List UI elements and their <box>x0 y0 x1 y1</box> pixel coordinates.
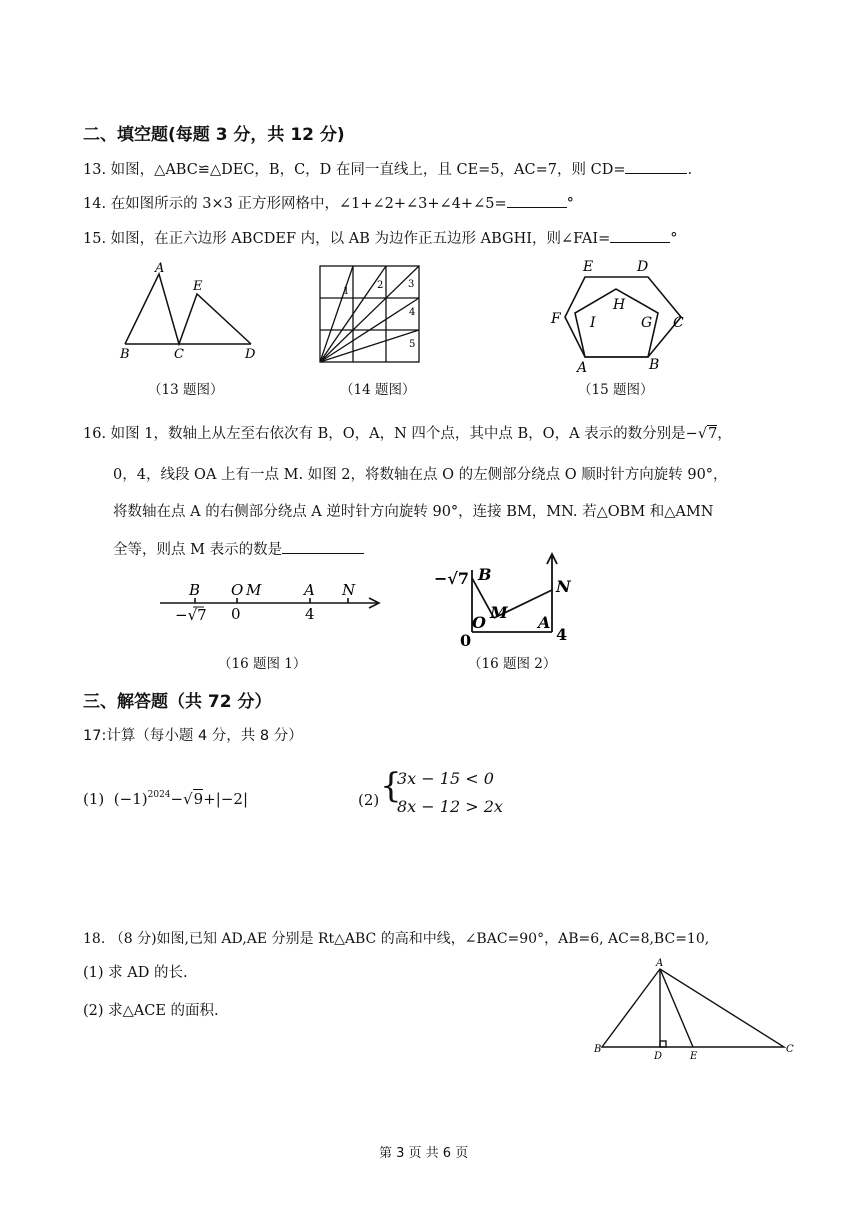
section3-title: 三、解答题（共 72 分） <box>83 692 272 712</box>
label-a: A <box>656 958 664 969</box>
answer-blank <box>507 193 567 208</box>
label-a: A <box>155 261 165 276</box>
figure-15 <box>545 255 695 375</box>
label-c: C <box>174 347 184 362</box>
label-a: A <box>538 613 551 632</box>
part-label: (1) <box>83 790 105 808</box>
label-b: B <box>120 347 130 362</box>
label-b: B <box>478 565 492 584</box>
question-13-text: 13. 如图，△ABC≌△DEC，B，C，D 在同一直线上，且 CE=5，AC=7，则 CD= <box>83 162 626 178</box>
base: (−1) <box>113 790 148 808</box>
label-i: I <box>590 315 596 331</box>
label-b: B <box>649 357 660 373</box>
angle-label-5: 5 <box>409 339 416 350</box>
answer-blank <box>282 539 364 554</box>
page-footer: 第 3 页 共 6 页 <box>379 1146 469 1161</box>
tick-label-neg-sqrt7: −√7 <box>175 606 207 624</box>
exponent: 2024 <box>147 790 171 800</box>
question-14-text: 14. 在如图所示的 3×3 正方形网格中，∠1+∠2+∠3+∠4+∠5= <box>83 196 507 212</box>
question-17-part-2-label: (2) <box>358 791 380 809</box>
question-16-line-1: 16. 如图 1，数轴上从左至右依次有 B，O，A，N 四个点，其中点 B，O，A 表示的数分别是−√7， <box>83 426 732 442</box>
label-b: B <box>189 581 201 599</box>
question-14-end: ° <box>566 196 574 212</box>
minus: − <box>170 790 184 808</box>
radicand: 7 <box>708 426 718 442</box>
brace: { <box>380 766 402 806</box>
label-n: N <box>342 581 356 599</box>
punct: ， <box>717 426 732 442</box>
label-e: E <box>193 279 203 294</box>
figure-14-caption: （14 题图） <box>340 382 416 398</box>
question-18-part-1: (1) 求 AD 的长. <box>83 965 188 981</box>
question-16-line-3: 将数轴在点 A 的右侧部分绕点 A 逆时针方向旋转 90°，连接 BM，MN. 若△OBM 和△AMN <box>113 504 714 520</box>
question-15 <box>83 228 678 249</box>
inequality-2: 8x − 12 > 2x <box>397 797 503 816</box>
label-m: M <box>490 603 508 622</box>
label-a: A <box>577 360 588 375</box>
figure-16-2-caption: （16 题图 2） <box>468 656 557 672</box>
tick-label-0: 0 <box>231 605 241 623</box>
question-17-title: 17:计算（每小题 4 分，共 8 分） <box>83 728 303 744</box>
figure-16-1 <box>155 575 390 630</box>
label-f: F <box>551 311 561 327</box>
label-d: D <box>245 347 256 362</box>
label-g: G <box>641 315 653 331</box>
question-14 <box>83 193 574 214</box>
figure-18 <box>590 955 800 1065</box>
label-c: C <box>673 315 684 331</box>
question-15-text: 15. 如图，在正六边形 ABCDEF 内，以 AB 为边作正五边形 ABGHI，则∠FAI= <box>83 231 611 247</box>
angle-label-2: 2 <box>377 280 384 291</box>
label-b: B <box>594 1044 602 1055</box>
question-16-line-4 <box>113 539 364 560</box>
answer-blank <box>610 228 670 243</box>
radicand: 9 <box>193 790 204 808</box>
angle-label-3: 3 <box>408 279 415 290</box>
minus-sign: − <box>685 426 698 442</box>
tail: +|−2| <box>203 790 249 808</box>
question-16-line-2: 0，4，线段 OA 上有一点 M. 如图 2，将数轴在点 O 的左侧部分绕点 O 顺时针方向旋转 90°， <box>113 467 728 483</box>
figure-16-1-caption: （16 题图 1） <box>218 656 307 672</box>
label-e: E <box>583 259 594 275</box>
figure-16-2 <box>432 548 582 648</box>
question-17-part-1: (1) $(-1)^{2024}-√9+|-2|$ <box>83 790 249 808</box>
question-15-end: ° <box>670 231 678 247</box>
label-m: M <box>246 581 262 599</box>
label-d: D <box>637 259 649 275</box>
question-13 <box>83 159 692 180</box>
figure-15-caption: （15 题图） <box>578 382 654 398</box>
label-h: H <box>613 297 626 313</box>
section2-title: 二、填空题(每题 3 分，共 12 分) <box>83 125 345 145</box>
label-a: A <box>304 581 315 599</box>
label-o: O <box>472 613 486 632</box>
question-18-part-2: (2) 求△ACE 的面积. <box>83 1003 219 1019</box>
inequality-1: 3x − 15 < 0 <box>397 769 494 788</box>
label-e: E <box>690 1051 698 1062</box>
label-n: N <box>556 577 571 596</box>
tick-label-neg-sqrt7: −√7 <box>434 569 470 588</box>
tick-label-4: 4 <box>305 605 315 623</box>
tick-label-4: 4 <box>556 625 568 644</box>
question-16-text: 16. 如图 1，数轴上从左至右依次有 B，O，A，N 四个点，其中点 B，O，A 表示的数分别是 <box>83 426 686 442</box>
angle-label-1: 1 <box>343 286 350 297</box>
figure-13-caption: （13 题图） <box>148 382 224 398</box>
answer-blank <box>625 159 687 174</box>
question-18-line-1: 18. （8 分)如图,已知 AD,AE 分别是 Rt△ABC 的高和中线，∠BAC=90°，AB=6, AC=8,BC=10, <box>83 931 710 947</box>
figure-13 <box>115 258 265 368</box>
label-c: C <box>786 1044 794 1055</box>
question-16-text: 全等，则点 M 表示的数是 <box>113 542 283 558</box>
angle-label-4: 4 <box>409 307 416 318</box>
label-o: O <box>231 581 244 599</box>
tick-label-0: 0 <box>460 631 472 648</box>
figure-14 <box>316 262 426 368</box>
label-d: D <box>654 1051 663 1062</box>
question-13-end: . <box>687 162 693 178</box>
